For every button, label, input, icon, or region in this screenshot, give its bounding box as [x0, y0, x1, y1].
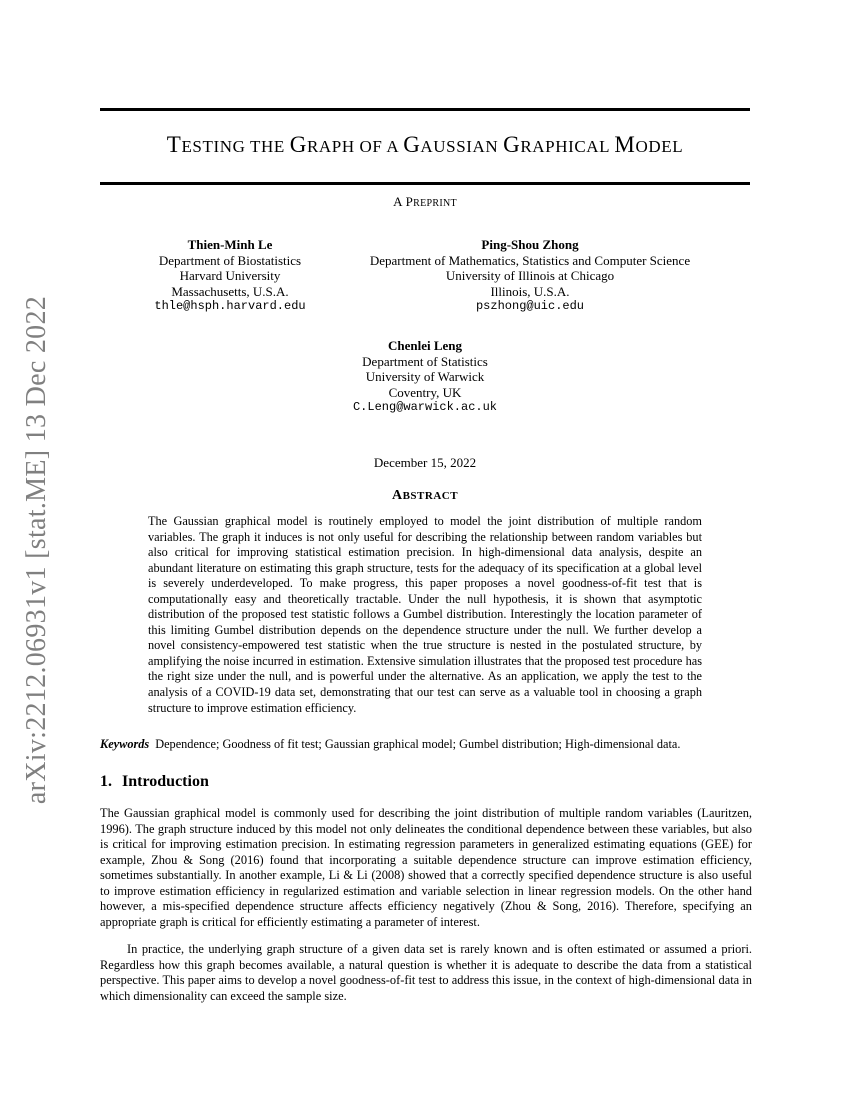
author-name: Thien-Minh Le — [187, 237, 273, 252]
preprint-label-rest: REPRINT — [413, 198, 457, 209]
preprint-label — [100, 194, 750, 210]
author-block-leng — [325, 338, 525, 416]
author-department: Department of Statistics — [362, 353, 488, 369]
keywords-line — [100, 736, 760, 752]
body-paragraph: In practice, the underlying graph structure of a given data set is rarely known and is often estimated or assumed a priori. Regardless how this graph becomes available, a natural question is whether it is adequate to describe the data from a statistical perspective. This paper aims to develop a novel goodness-of-fit test to address this issue, in the context of high-dimensional data in which dimensionality can exceed the sample size. — [100, 942, 752, 1003]
keywords-text: Dependence; Goodness of fit test; Gaussian graphical model; Gumbel distribution; High-dimensional data. — [155, 737, 681, 751]
author-email[interactable]: pszhong@uic.edu — [475, 299, 585, 313]
preprint-label-first: A P — [393, 194, 414, 209]
publication-date: December 15, 2022 — [373, 455, 477, 470]
abstract-heading-first: A — [391, 488, 403, 503]
title-part: ODEL — [635, 137, 684, 156]
section-number: 1. — [100, 773, 112, 790]
author-institution: University of Illinois at Chicago — [445, 268, 615, 283]
title-part: T — [166, 132, 182, 157]
title-bottom-rule — [100, 182, 750, 185]
section-title: Introduction — [122, 773, 209, 790]
author-location: Massachusetts, U.S.A. — [171, 283, 289, 299]
title-part: G — [289, 132, 307, 157]
section-heading-introduction — [100, 773, 750, 791]
title-part: M — [614, 132, 636, 157]
author-location: Illinois, U.S.A. — [490, 283, 570, 299]
title-top-rule — [100, 108, 750, 111]
author-block-le — [120, 237, 340, 315]
author-department: Department of Biostatistics — [158, 252, 302, 268]
title-part: RAPH OF A — [306, 137, 404, 156]
author-location: Coventry, UK — [388, 384, 462, 400]
author-institution: Harvard University — [179, 268, 281, 283]
arxiv-identifier-text: arXiv:2212.06931v1 [stat.ME] 13 Dec 2022 — [21, 295, 53, 805]
title-part: RAPHICAL — [520, 137, 615, 156]
title-part: G — [403, 132, 421, 157]
paper-title — [100, 132, 750, 158]
intro-paragraph-1-block — [100, 806, 752, 930]
author-name: Ping-Shou Zhong — [481, 237, 579, 252]
author-department: Department of Mathematics, Statistics and Computer Science — [369, 252, 691, 268]
arxiv-identifier — [0, 290, 74, 810]
abstract-heading — [100, 488, 750, 504]
author-email[interactable]: thle@hsph.harvard.edu — [154, 299, 306, 313]
body-paragraph: The Gaussian graphical model is commonly used for describing the joint distribution of multiple random variables (Lauritzen, 1996). The graph structure induced by this model not only delineates the conditional dependence between these variables, but also is critical for improving estimation precision. In estimating regression parameters in generalized estimating equations (GEE) for example, Zhou & Song (2016) found that incorporating a suitable dependence structure can improve estimation efficiency, sometimes substantially. In another example, Li & Li (2008) showed that a correctly specified dependence structure is also useful to improve estimation efficiency in regularized estimation and variable selection in linear regression models. On the other hand however, a mis-specified dependence structure affects efficiency negatively (Zhou & Song, 2016). Therefore, specifying an appropriate graph is critical for efficiently estimating a parameter of interest. — [100, 806, 752, 929]
author-institution: University of Warwick — [365, 369, 485, 384]
author-name: Chenlei Leng — [387, 338, 463, 353]
title-part: ESTING THE — [181, 137, 290, 156]
abstract-text: The Gaussian graphical model is routinely employed to model the joint distribution of multiple random variables. The graph it induces is not only useful for describing the relationship between random variables but also critical for improving statistical estimation precision. In high-dimensional data analysis, despite an abundant literature on estimating this graph structure, tests for the adequacy of its specification at a global level is severely underdeveloped. To make progress, this paper proposes a novel goodness-of-fit test that is computationally easy and theoretically tractable. Under the null hypothesis, it is shown that asymptotic distribution of the proposed test statistic follows a Gumbel distribution. Interestingly the location parameter of this limiting Gumbel distribution depends on the dependence structure under the null. We further develop a novel consistency-empowered test statistic when the true structure is nested in the postulated structure, by amplifying the noise incurred in estimation. Extensive simulation illustrates that the proposed test procedure has the right size under the null, and is powerful under the alternative. As an application, we apply the test to the analysis of a COVID-19 data set, demonstrating that our test can serve as a valuable tool in choosing a graph structure to improve estimation efficiency. — [148, 514, 702, 715]
abstract-heading-rest: BSTRACT — [402, 490, 459, 502]
intro-paragraph-2-block — [100, 942, 752, 1004]
title-part: G — [503, 132, 521, 157]
title-part: AUSSIAN — [420, 137, 504, 156]
keywords-label: Keywords — [100, 737, 150, 751]
author-email[interactable]: C.Leng@warwick.ac.uk — [352, 400, 498, 414]
author-block-zhong — [350, 237, 710, 315]
